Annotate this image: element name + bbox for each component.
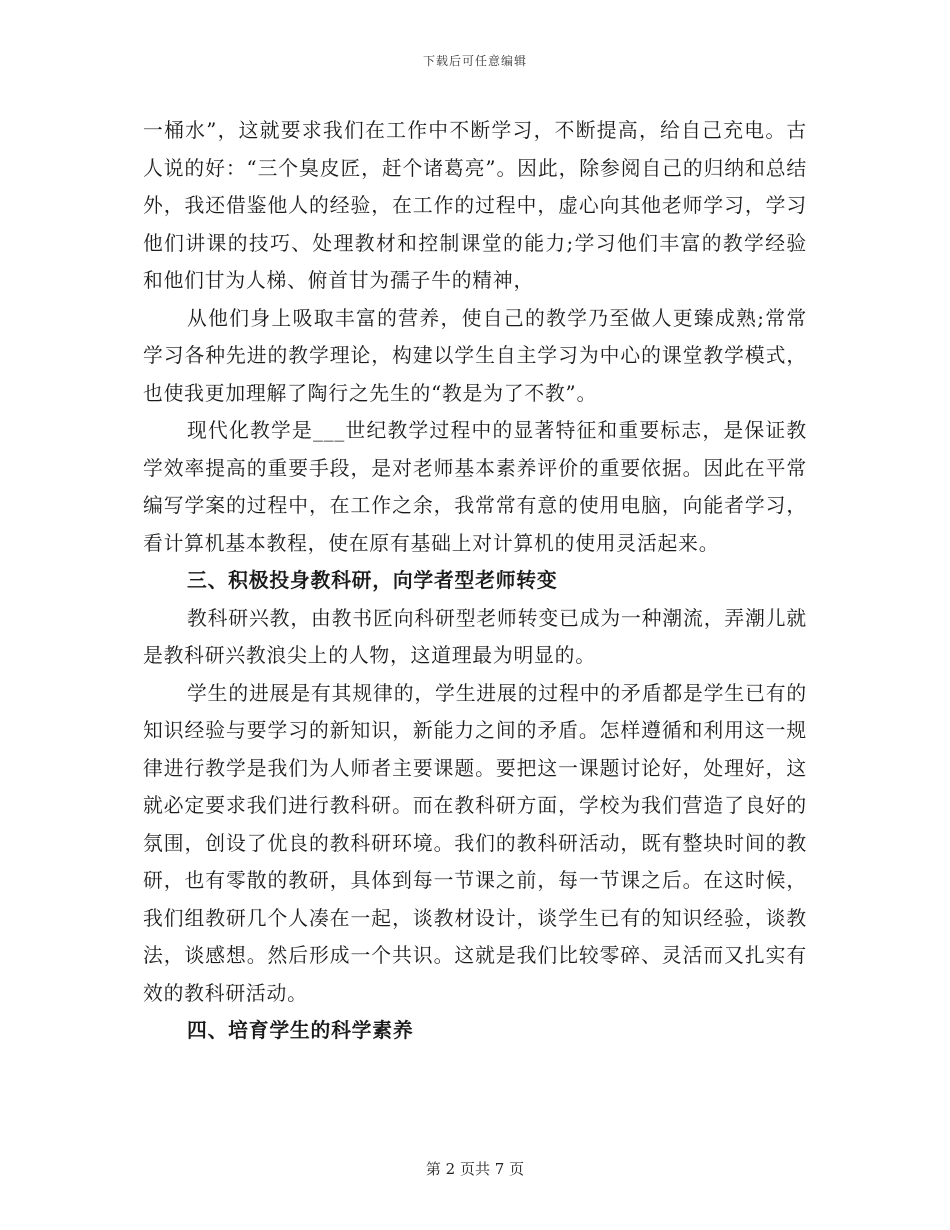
- paragraph-4: 教科研兴教，由教书匠向科研型老师转变已成为一种潮流，弄潮儿就是教科研兴教浪尖上的人物，这道理最为明显的。: [143, 606, 807, 667]
- paragraph-2: 从他们身上吸取丰富的营养，使自己的教学乃至做人更臻成熟;常常学习各种先进的教学理论，构建以学生自主学习为中心的课堂教学模式，也使我更加理解了陶行之先生的“教是为了不教”。: [143, 306, 807, 405]
- paragraph-1: 一桶水”，这就要求我们在工作中不断学习，不断提高，给自己充电。古人说的好：“三个臭皮匠，赶个诸葛亮”。因此，除参阅自己的归纳和总结外，我还借鉴他人的经验，在工作的过程中，虚心向其他老师学习，学习他们讲课的技巧、处理教材和控制课堂的能力;学习他们丰富的教学经验和他们甘为人梯、俯首甘为孺子牛的精神，: [143, 119, 807, 292]
- page-number: 第 2 页共 7 页: [425, 1160, 525, 1178]
- section-heading-4: 四、培育学生的科学素养: [187, 1018, 414, 1042]
- paragraph-3: 现代化教学是___世纪教学过程中的显著特征和重要标志，是保证教学效率提高的重要手段，是对老师基本素养评价的重要依据。因此在平常编写学案的过程中，在工作之余，我常常有意的使用电脑，向能者学习，看计算机基本教程，使在原有基础上对计算机的使用灵活起来。: [143, 419, 807, 555]
- paragraph-5: 学生的进展是有其规律的，学生进展的过程中的矛盾都是学生已有的知识经验与要学习的新知识，新能力之间的矛盾。怎样遵循和利用这一规律进行教学是我们为人师者主要课题。要把这一课题讨论好，处理好，这就必定要求我们进行教科研。而在教科研方面，学校为我们营造了良好的氛围，创设了优良的教科研环境。我们的教科研活动，既有整块时间的教研，也有零散的教研，具体到每一节课之前，每一节课之后。在这时候，我们组教研几个人凑在一起，谈教材设计，谈学生已有的知识经验，谈教法，谈感想。然后形成一个共识。这就是我们比较零碎、灵活而又扎实有效的教科研活动。: [143, 681, 807, 1005]
- page-header: 下载后可任意编辑: [422, 54, 527, 68]
- document-body: [143, 112, 807, 1050]
- section-heading-3: 三、积极投身教科研，向学者型老师转变: [187, 568, 558, 592]
